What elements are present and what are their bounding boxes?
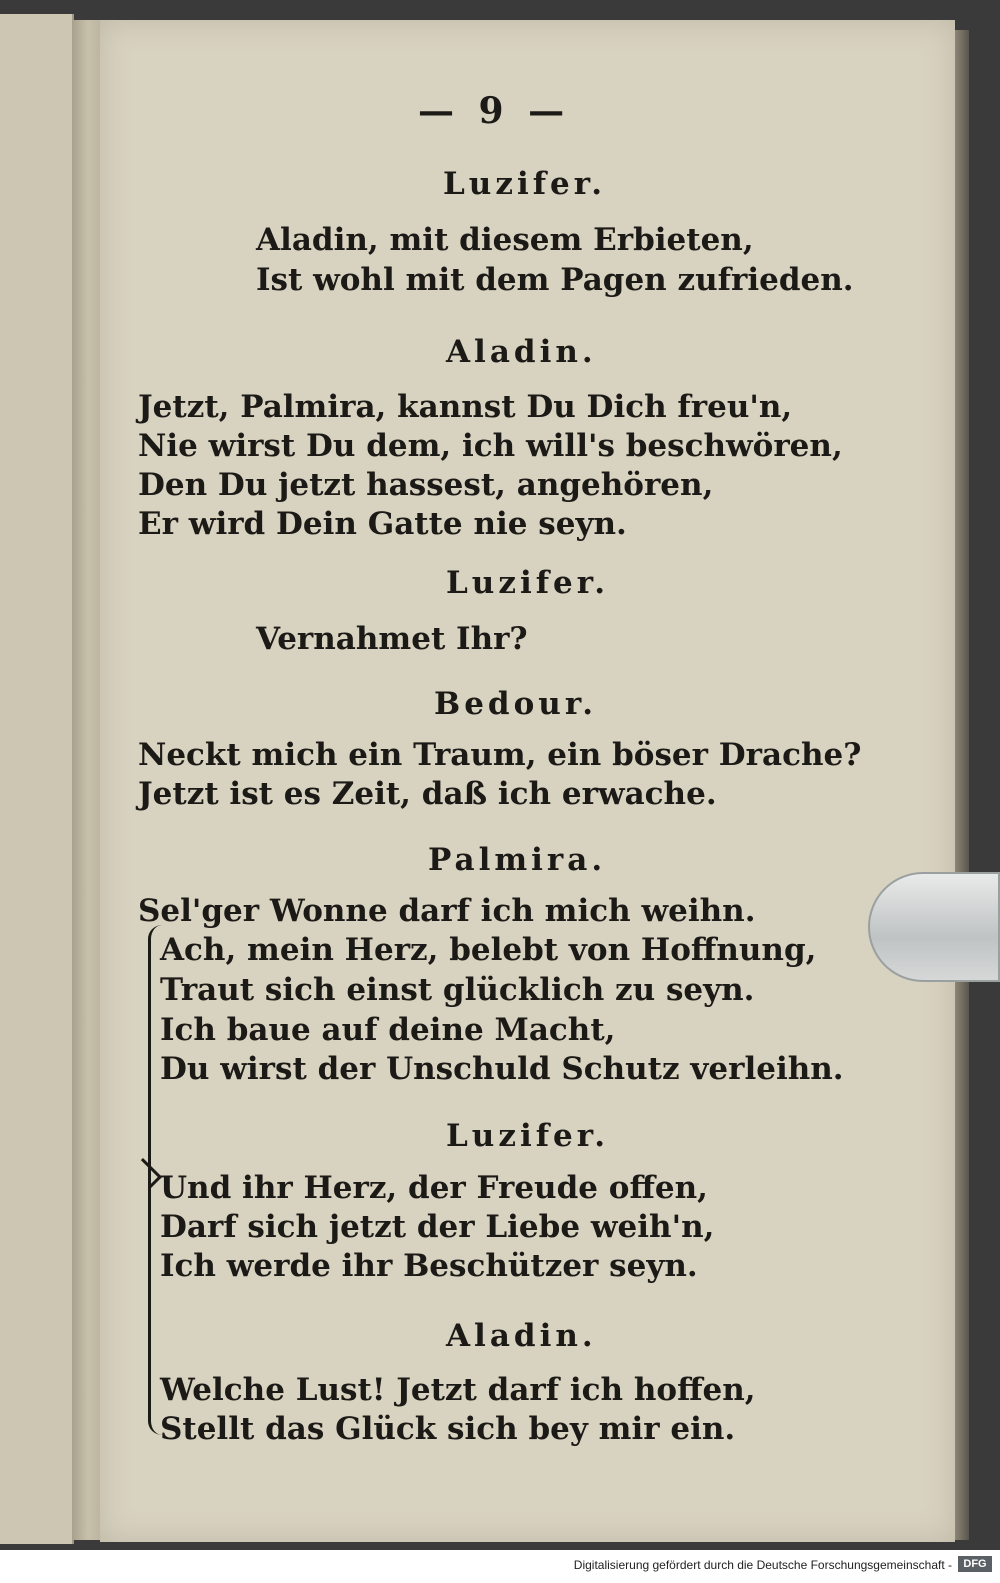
speaker-heading: Bedour. — [434, 686, 598, 722]
verse-line: Nie wirst Du dem, ich will's beschwören, — [138, 428, 843, 464]
verse-line: Und ihr Herz, der Freude offen, — [160, 1170, 708, 1206]
verse-line: Ich baue auf deine Macht, — [160, 1012, 616, 1048]
verse-line: Den Du jetzt hassest, angehören, — [138, 467, 714, 503]
verse-line: Neckt mich ein Traum, ein böser Drache? — [138, 737, 862, 773]
verse-line: Traut sich einst glücklich zu seyn. — [160, 972, 755, 1008]
speaker-heading: Palmira. — [428, 842, 607, 878]
page-number: — 9 — — [418, 90, 571, 132]
verse-line: Ach, mein Herz, belebt von Hoffnung, — [160, 932, 817, 968]
dfg-logo: DFG — [958, 1556, 992, 1572]
verse-line: Sel'ger Wonne darf ich mich weihn. — [138, 893, 756, 929]
verse-line: Vernahmet Ihr? — [256, 621, 528, 657]
speaker-heading: Luzifer. — [446, 565, 610, 601]
funding-credit: Digitalisierung gefördert durch die Deutsche Forschungsgemeinschaft - — [573, 1558, 952, 1572]
verse-line: Ich werde ihr Beschützer seyn. — [160, 1248, 698, 1284]
verse-line: Ist wohl mit dem Pagen zufrieden. — [256, 262, 854, 298]
speaker-heading: Aladin. — [446, 334, 597, 370]
verse-line: Aladin, mit diesem Erbieten, — [256, 222, 754, 258]
verse-line: Stellt das Glück sich bey mir ein. — [160, 1411, 736, 1447]
verse-line: Jetzt, Palmira, kannst Du Dich freu'n, — [138, 389, 793, 425]
speaker-heading: Aladin. — [446, 1318, 597, 1354]
verse-line: Er wird Dein Gatte nie seyn. — [138, 506, 627, 542]
verse-line: Welche Lust! Jetzt darf ich hoffen, — [160, 1372, 756, 1408]
verse-line: Jetzt ist es Zeit, daß ich erwache. — [138, 776, 717, 812]
speaker-heading: Luzifer. — [446, 1118, 610, 1154]
speaker-heading: Luzifer. — [443, 166, 607, 202]
verse-line: Du wirst der Unschuld Schutz verleihn. — [160, 1051, 844, 1087]
verse-line: Darf sich jetzt der Liebe weih'n, — [160, 1209, 715, 1245]
